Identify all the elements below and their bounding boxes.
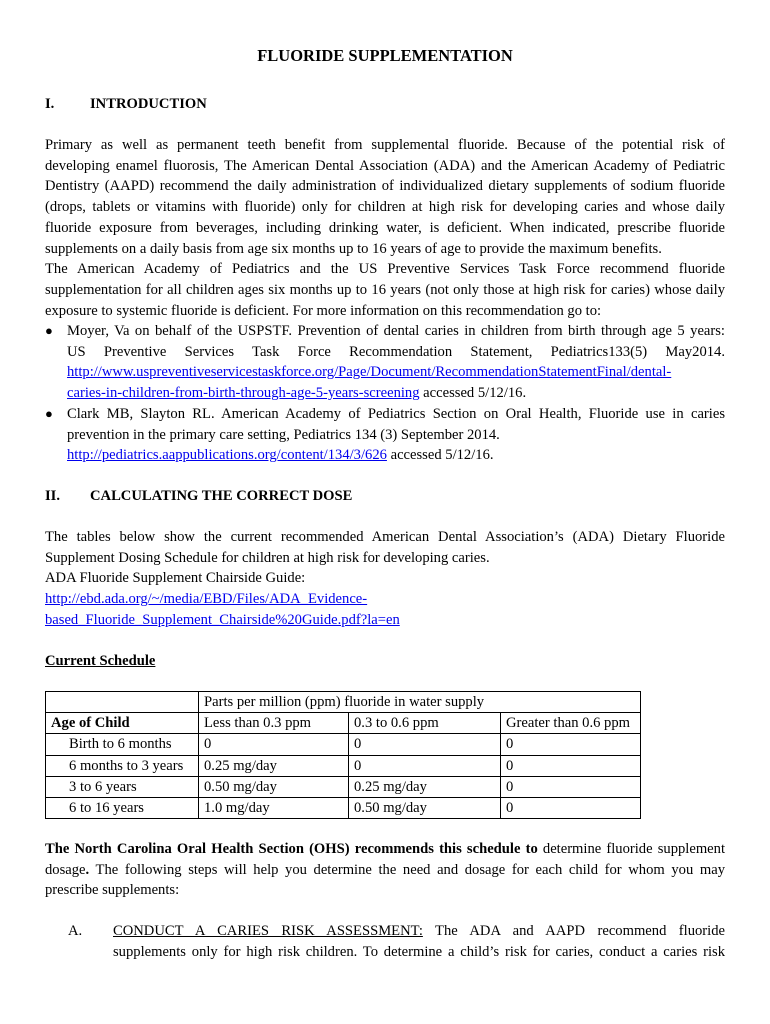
ohs-text: determine fluoride supplement: [537, 841, 726, 857]
text-line: The American Academy of Pediatrics and the US Preventive Services Task Force recommend fluoride: [45, 261, 725, 278]
table-row: [46, 776, 641, 797]
step-letter: A.: [68, 923, 83, 939]
table-cell: 6 months to 3 years: [46, 755, 199, 776]
table-cell: 0: [501, 798, 641, 819]
section-title: INTRODUCTION: [90, 96, 207, 112]
table-row: [46, 692, 641, 713]
table-row: [46, 713, 641, 734]
text-line: fluoride exposure from beverages, including drinking water, is deficient. When indicated, prescribe fluoride: [45, 219, 725, 236]
group-header: Parts per million (ppm) fluoride in water supply: [199, 692, 641, 713]
ada-guide-link[interactable]: http://ebd.ada.org/~/media/EBD/Files/ADA_Evidence-: [45, 591, 368, 608]
table-cell: 0.50 mg/day: [199, 776, 349, 797]
document-title: FLUORIDE SUPPLEMENTATION: [257, 46, 513, 65]
column-header: Less than 0.3 ppm: [199, 713, 349, 734]
accessed-date: accessed 5/12/16.: [419, 385, 527, 402]
dose-paragraph: [45, 527, 725, 631]
table-cell: 0: [501, 734, 641, 755]
bullet-icon: ●: [45, 323, 53, 338]
aap-link[interactable]: http://pediatrics.aappublications.org/content/134/3/626: [67, 447, 387, 464]
section-heading-dose: [45, 486, 725, 507]
dosing-schedule-table: [45, 691, 641, 819]
text-line: supplementation for all children ages six months up to 16 years (not only those at high risk for caries) whose daily: [45, 281, 725, 298]
text-line: The tables below show the current recommended American Dental Association’s (ADA) Dietary Fluoride: [45, 529, 725, 545]
section-number: II.: [45, 488, 61, 504]
text-line: developing enamel fluorosis, The American Dental Association (ADA) and the American Academy of Pediatric: [45, 157, 725, 174]
text-line: Supplement Dosing Schedule for children at high risk for developing caries.: [45, 549, 490, 566]
table-cell: 0: [349, 755, 501, 776]
uspstf-link[interactable]: http://www.uspreventiveservicestaskforce.org/Page/Document/RecommendationStatementFinal/dental-: [67, 364, 672, 381]
text-line: Moyer, Va on behalf of the USPSTF. Prevention of dental caries in children from birth through age 5 years:: [67, 323, 725, 339]
ohs-text: The following steps will help you determine the need and dosage for each child for whom you may: [89, 861, 725, 878]
text-line: (drops, tablets or vitamins with fluoride) only for children at high risk for developing caries and whose daily: [45, 199, 725, 216]
reference-list: [45, 321, 725, 466]
ohs-paragraph: [45, 839, 725, 901]
accessed-date: accessed 5/12/16.: [386, 447, 494, 464]
text-line: supplements on a daily basis from age six months up to 16 years of age to provide the maximum benefits.: [45, 240, 662, 257]
text-line: US Preventive Services Task Force Recommendation Statement, Pediatrics133(5) May2014.: [67, 343, 725, 360]
table-cell: Birth to 6 months: [46, 734, 199, 755]
step-a-text-rest: The ADA and AAPD recommend fluoride: [422, 923, 725, 939]
step-a-text: [113, 921, 725, 962]
ada-guide-link-continued[interactable]: based_Fluoride_Supplement_Chairside%20Guide.pdf?la=en: [45, 611, 400, 628]
table-cell: 6 to 16 years: [46, 798, 199, 819]
table-cell: [46, 692, 199, 713]
text-line: [113, 921, 725, 942]
intro-paragraph-1: [45, 135, 725, 321]
text-line: prescribe supplements:: [45, 882, 180, 899]
ohs-text: .: [85, 861, 90, 878]
ohs-text: dosage: [45, 861, 86, 878]
ohs-bold-text: The North Carolina Oral Health Section (OHS) recommends this schedule to: [45, 841, 538, 857]
section-title: CALCULATING THE CORRECT DOSE: [90, 488, 353, 504]
step-a-heading: CONDUCT A CARIES RISK ASSESSMENT:: [113, 923, 423, 939]
text-line: Dentistry (AAPD) recommend the daily administration of individualized dietary supplements of sodium fluoride: [45, 178, 725, 195]
uspstf-link-continued[interactable]: caries-in-children-from-birth-through-age-5-years-screening: [67, 385, 420, 402]
table-row: [46, 755, 641, 776]
table-cell: 0: [501, 776, 641, 797]
table-cell: 0.25 mg/day: [349, 776, 501, 797]
column-header: Greater than 0.6 ppm: [501, 713, 641, 734]
bullet-icon: ●: [45, 405, 53, 421]
text-line: Primary as well as permanent teeth benefit from supplemental fluoride. Because of the potential risk of: [45, 137, 725, 153]
table-cell: 0: [349, 734, 501, 755]
table-row: [46, 798, 641, 819]
list-item: [45, 404, 725, 466]
section-number: I.: [45, 96, 55, 112]
table-cell: 3 to 6 years: [46, 776, 199, 797]
text-line: supplements only for high risk children. To determine a child’s risk for caries, conduct a caries risk: [113, 943, 725, 960]
guide-label: ADA Fluoride Supplement Chairside Guide:: [45, 570, 306, 587]
text-line: prevention in the primary care setting, Pediatrics 134 (3) September 2014.: [67, 426, 500, 443]
table-cell: 0: [501, 755, 641, 776]
text-line: [45, 839, 725, 860]
list-item: [45, 321, 725, 404]
section-heading-introduction: [45, 94, 725, 115]
column-header: Age of Child: [46, 713, 199, 734]
table-cell: 0.50 mg/day: [349, 798, 501, 819]
schedule-label: Current Schedule: [45, 653, 156, 669]
table-cell: 0: [199, 734, 349, 755]
text-line: [45, 860, 725, 881]
text-line: exposure to systemic fluoride is deficient. For more information on this recommendation go to:: [45, 302, 602, 319]
column-header: 0.3 to 0.6 ppm: [349, 713, 501, 734]
table-cell: 1.0 mg/day: [199, 798, 349, 819]
table-cell: 0.25 mg/day: [199, 755, 349, 776]
text-line: Clark MB, Slayton RL. American Academy of Pediatrics Section on Oral Health, Fluoride use in caries: [67, 405, 725, 422]
table-row: [46, 734, 641, 755]
